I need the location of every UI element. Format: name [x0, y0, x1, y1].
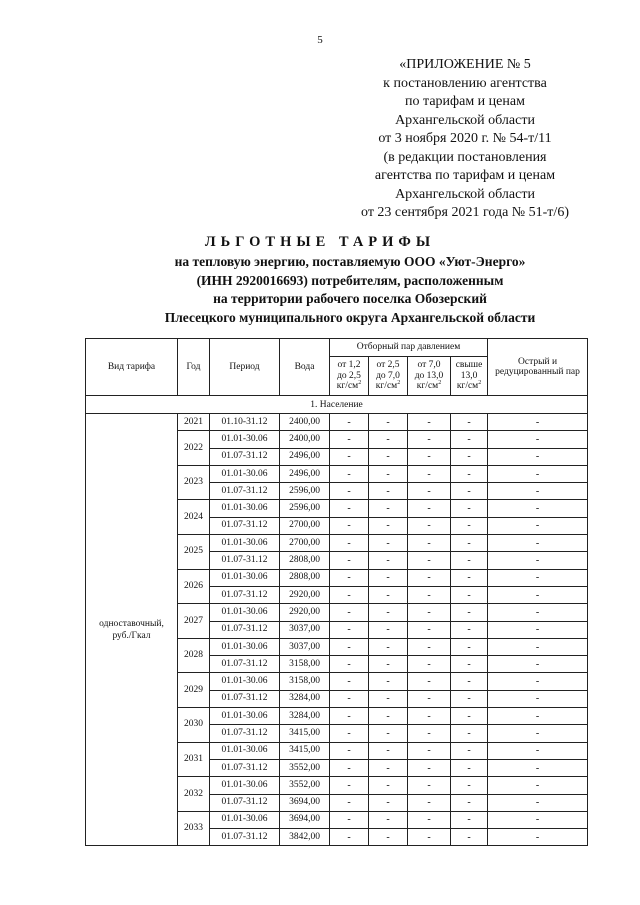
sharp-steam-value-cell: -	[488, 569, 588, 586]
steam-value-cell: -	[369, 569, 408, 586]
steam-value-cell: -	[451, 569, 488, 586]
sharp-steam-value-cell: -	[488, 638, 588, 655]
steam-value-cell: -	[408, 725, 451, 742]
water-cell: 2400,00	[280, 431, 330, 448]
page-number: 5	[317, 34, 323, 46]
steam-value-cell: -	[451, 725, 488, 742]
water-cell: 2496,00	[280, 465, 330, 482]
steam-value-cell: -	[330, 794, 369, 811]
steam-value-cell: -	[369, 811, 408, 828]
water-cell: 2496,00	[280, 448, 330, 465]
steam-value-cell: -	[451, 777, 488, 794]
period-cell: 01.01-30.06	[210, 569, 280, 586]
period-cell: 01.07-31.12	[210, 759, 280, 776]
period-cell: 01.01-30.06	[210, 742, 280, 759]
steam-value-cell: -	[369, 656, 408, 673]
water-cell: 3694,00	[280, 811, 330, 828]
year-cell: 2021	[178, 414, 210, 431]
period-cell: 01.01-30.06	[210, 604, 280, 621]
steam-value-cell: -	[408, 465, 451, 482]
period-cell: 01.07-31.12	[210, 586, 280, 603]
steam-value-cell: -	[408, 535, 451, 552]
water-cell: 2596,00	[280, 500, 330, 517]
sharp-steam-value-cell: -	[488, 690, 588, 707]
sharp-steam-value-cell: -	[488, 811, 588, 828]
steam-value-cell: -	[451, 483, 488, 500]
steam-value-cell: -	[451, 535, 488, 552]
steam-value-cell: -	[330, 414, 369, 431]
steam-value-cell: -	[369, 759, 408, 776]
steam-value-cell: -	[451, 759, 488, 776]
subtitle-line: Плесецкого муниципального округа Архангельской области	[164, 309, 536, 325]
year-cell: 2030	[178, 708, 210, 743]
period-cell: 01.07-31.12	[210, 794, 280, 811]
steam-value-cell: -	[451, 811, 488, 828]
water-cell: 2920,00	[280, 586, 330, 603]
sharp-steam-value-cell: -	[488, 431, 588, 448]
steam-value-cell: -	[408, 811, 451, 828]
steam-value-cell: -	[369, 673, 408, 690]
sharp-steam-value-cell: -	[488, 829, 588, 846]
steam-value-cell: -	[451, 552, 488, 569]
steam-value-cell: -	[330, 673, 369, 690]
tariff-type-cell: одноставочный, руб./Гкал	[86, 414, 178, 846]
steam-value-cell: -	[330, 535, 369, 552]
appendix-line: от 3 ноября 2020 г. № 54-т/11	[378, 131, 552, 146]
steam-value-cell: -	[408, 656, 451, 673]
steam-value-cell: -	[330, 448, 369, 465]
steam-value-cell: -	[451, 500, 488, 517]
steam-value-cell: -	[330, 621, 369, 638]
water-cell: 2920,00	[280, 604, 330, 621]
table-row	[86, 414, 588, 431]
steam-value-cell: -	[408, 742, 451, 759]
steam-value-cell: -	[451, 708, 488, 725]
header-sharp-steam: Острый и редуцированный пар	[488, 339, 588, 396]
steam-value-cell: -	[330, 742, 369, 759]
steam-value-cell: -	[330, 569, 369, 586]
steam-value-cell: -	[408, 483, 451, 500]
steam-value-cell: -	[408, 552, 451, 569]
sharp-steam-value-cell: -	[488, 517, 588, 534]
subtitle-line: (ИНН 2920016693) потребителям, расположенным	[196, 272, 504, 288]
steam-value-cell: -	[330, 465, 369, 482]
year-cell: 2031	[178, 742, 210, 777]
appendix-line: агентства по тарифам и ценам	[374, 168, 556, 183]
year-cell: 2023	[178, 465, 210, 500]
header-year: Год	[178, 339, 210, 396]
steam-value-cell: -	[451, 621, 488, 638]
sharp-steam-value-cell: -	[488, 500, 588, 517]
steam-value-cell: -	[408, 794, 451, 811]
water-cell: 2700,00	[280, 535, 330, 552]
header-steam-3: от 7,0 до 13,0 $кг/см^2$	[408, 357, 451, 396]
steam-value-cell: -	[330, 708, 369, 725]
steam-value-cell: -	[451, 414, 488, 431]
steam-value-cell: -	[369, 448, 408, 465]
steam-value-cell: -	[369, 604, 408, 621]
steam-value-cell: -	[451, 604, 488, 621]
period-cell: 01.01-30.06	[210, 431, 280, 448]
sharp-steam-value-cell: -	[488, 759, 588, 776]
steam-value-cell: -	[408, 777, 451, 794]
appendix-header	[330, 56, 600, 223]
year-cell: 2033	[178, 811, 210, 846]
steam-value-cell: -	[451, 690, 488, 707]
appendix-line: по тарифам и ценам	[405, 94, 525, 109]
steam-value-cell: -	[451, 656, 488, 673]
sharp-steam-value-cell: -	[488, 794, 588, 811]
water-cell: 3158,00	[280, 673, 330, 690]
sharp-steam-value-cell: -	[488, 742, 588, 759]
period-cell: 01.07-31.12	[210, 448, 280, 465]
steam-value-cell: -	[330, 829, 369, 846]
steam-value-cell: -	[369, 431, 408, 448]
appendix-line: Архангельской области	[395, 186, 535, 202]
steam-value-cell: -	[451, 829, 488, 846]
period-cell: 01.01-30.06	[210, 465, 280, 482]
appendix-line: к постановлению агентства	[383, 75, 547, 91]
appendix-line: «ПРИЛОЖЕНИЕ № 5	[399, 57, 531, 72]
sharp-steam-value-cell: -	[488, 656, 588, 673]
steam-value-cell: -	[451, 431, 488, 448]
water-cell: 3415,00	[280, 725, 330, 742]
steam-value-cell: -	[408, 621, 451, 638]
water-cell: 2596,00	[280, 483, 330, 500]
water-cell: 3158,00	[280, 656, 330, 673]
period-cell: 01.07-31.12	[210, 656, 280, 673]
period-cell: 01.01-30.06	[210, 500, 280, 517]
steam-value-cell: -	[330, 656, 369, 673]
steam-value-cell: -	[369, 483, 408, 500]
steam-value-cell: -	[330, 517, 369, 534]
steam-value-cell: -	[408, 586, 451, 603]
subtitle-line: на территории рабочего поселка Обозерский	[213, 291, 487, 306]
sharp-steam-value-cell: -	[488, 586, 588, 603]
header-steam-group: Отборный пар давлением	[330, 339, 488, 357]
period-cell: 01.01-30.06	[210, 708, 280, 725]
sharp-steam-value-cell: -	[488, 604, 588, 621]
sharp-steam-value-cell: -	[488, 777, 588, 794]
steam-value-cell: -	[408, 673, 451, 690]
water-cell: 3037,00	[280, 638, 330, 655]
period-cell: 01.07-31.12	[210, 621, 280, 638]
steam-value-cell: -	[408, 638, 451, 655]
sharp-steam-value-cell: -	[488, 673, 588, 690]
steam-value-cell: -	[369, 794, 408, 811]
steam-value-cell: -	[369, 621, 408, 638]
water-cell: 2400,00	[280, 414, 330, 431]
year-cell: 2027	[178, 604, 210, 639]
steam-value-cell: -	[330, 604, 369, 621]
steam-value-cell: -	[369, 517, 408, 534]
water-cell: 3284,00	[280, 708, 330, 725]
steam-value-cell: -	[369, 638, 408, 655]
period-cell: 01.07-31.12	[210, 829, 280, 846]
steam-value-cell: -	[451, 448, 488, 465]
steam-value-cell: -	[408, 414, 451, 431]
year-cell: 2026	[178, 569, 210, 604]
period-cell: 01.10-31.12	[210, 414, 280, 431]
water-cell: 3552,00	[280, 759, 330, 776]
steam-value-cell: -	[369, 742, 408, 759]
water-cell: 2700,00	[280, 517, 330, 534]
steam-value-cell: -	[369, 414, 408, 431]
header-steam-2: от 2,5 до 7,0 $кг/см^2$	[369, 357, 408, 396]
year-cell: 2025	[178, 535, 210, 570]
steam-value-cell: -	[330, 483, 369, 500]
header-period: Период	[210, 339, 280, 396]
steam-value-cell: -	[369, 535, 408, 552]
steam-value-cell: -	[330, 690, 369, 707]
document-title: ЛЬГОТНЫЕ ТАРИФЫ	[204, 234, 436, 250]
water-cell: 2808,00	[280, 569, 330, 586]
steam-value-cell: -	[369, 725, 408, 742]
document-subtitle	[60, 253, 640, 327]
steam-value-cell: -	[330, 777, 369, 794]
tariff-table	[85, 338, 588, 846]
section-title: 1. Население	[86, 396, 588, 414]
sharp-steam-value-cell: -	[488, 621, 588, 638]
steam-value-cell: -	[330, 725, 369, 742]
steam-value-cell: -	[369, 708, 408, 725]
steam-value-cell: -	[408, 431, 451, 448]
steam-value-cell: -	[408, 759, 451, 776]
steam-value-cell: -	[451, 517, 488, 534]
steam-value-cell: -	[369, 829, 408, 846]
appendix-line: Архангельской области	[395, 112, 535, 128]
sharp-steam-value-cell: -	[488, 414, 588, 431]
period-cell: 01.01-30.06	[210, 811, 280, 828]
steam-value-cell: -	[408, 569, 451, 586]
header-steam-4: свыше 13,0 $кг/см^2$	[451, 357, 488, 396]
sharp-steam-value-cell: -	[488, 448, 588, 465]
steam-value-cell: -	[451, 794, 488, 811]
sharp-steam-value-cell: -	[488, 535, 588, 552]
header-steam-1: от 1,2 до 2,5 $кг/см^2$	[330, 357, 369, 396]
steam-value-cell: -	[408, 604, 451, 621]
header-tariff-type: Вид тарифа	[86, 339, 178, 396]
period-cell: 01.01-30.06	[210, 638, 280, 655]
steam-value-cell: -	[330, 431, 369, 448]
period-cell: 01.07-31.12	[210, 552, 280, 569]
steam-value-cell: -	[369, 586, 408, 603]
period-cell: 01.07-31.12	[210, 690, 280, 707]
period-cell: 01.01-30.06	[210, 777, 280, 794]
appendix-line: от 23 сентября 2021 года № 51-т/6)	[361, 205, 569, 220]
period-cell: 01.01-30.06	[210, 673, 280, 690]
year-cell: 2024	[178, 500, 210, 535]
steam-value-cell: -	[408, 708, 451, 725]
appendix-line: (в редакции постановления	[383, 149, 547, 165]
water-cell: 2808,00	[280, 552, 330, 569]
sharp-steam-value-cell: -	[488, 483, 588, 500]
steam-value-cell: -	[369, 777, 408, 794]
year-cell: 2028	[178, 638, 210, 673]
water-cell: 3284,00	[280, 690, 330, 707]
steam-value-cell: -	[330, 759, 369, 776]
steam-value-cell: -	[369, 465, 408, 482]
steam-value-cell: -	[408, 829, 451, 846]
steam-value-cell: -	[330, 586, 369, 603]
year-cell: 2022	[178, 431, 210, 466]
water-cell: 3415,00	[280, 742, 330, 759]
steam-value-cell: -	[408, 690, 451, 707]
subtitle-line: на тепловую энергию, поставляемую ООО «Уют-Энерго»	[174, 254, 526, 269]
steam-value-cell: -	[330, 500, 369, 517]
header-water: Вода	[280, 339, 330, 396]
steam-value-cell: -	[408, 517, 451, 534]
steam-value-cell: -	[451, 465, 488, 482]
water-cell: 3694,00	[280, 794, 330, 811]
water-cell: 3842,00	[280, 829, 330, 846]
steam-value-cell: -	[369, 500, 408, 517]
steam-value-cell: -	[408, 500, 451, 517]
year-cell: 2029	[178, 673, 210, 708]
period-cell: 01.01-30.06	[210, 535, 280, 552]
water-cell: 3552,00	[280, 777, 330, 794]
water-cell: 3037,00	[280, 621, 330, 638]
steam-value-cell: -	[330, 811, 369, 828]
period-cell: 01.07-31.12	[210, 517, 280, 534]
steam-value-cell: -	[451, 742, 488, 759]
period-cell: 01.07-31.12	[210, 483, 280, 500]
steam-value-cell: -	[408, 448, 451, 465]
sharp-steam-value-cell: -	[488, 725, 588, 742]
steam-value-cell: -	[451, 586, 488, 603]
sharp-steam-value-cell: -	[488, 465, 588, 482]
steam-value-cell: -	[369, 690, 408, 707]
steam-value-cell: -	[451, 638, 488, 655]
sharp-steam-value-cell: -	[488, 708, 588, 725]
year-cell: 2032	[178, 777, 210, 812]
steam-value-cell: -	[330, 638, 369, 655]
steam-value-cell: -	[451, 673, 488, 690]
steam-value-cell: -	[369, 552, 408, 569]
period-cell: 01.07-31.12	[210, 725, 280, 742]
steam-value-cell: -	[330, 552, 369, 569]
sharp-steam-value-cell: -	[488, 552, 588, 569]
